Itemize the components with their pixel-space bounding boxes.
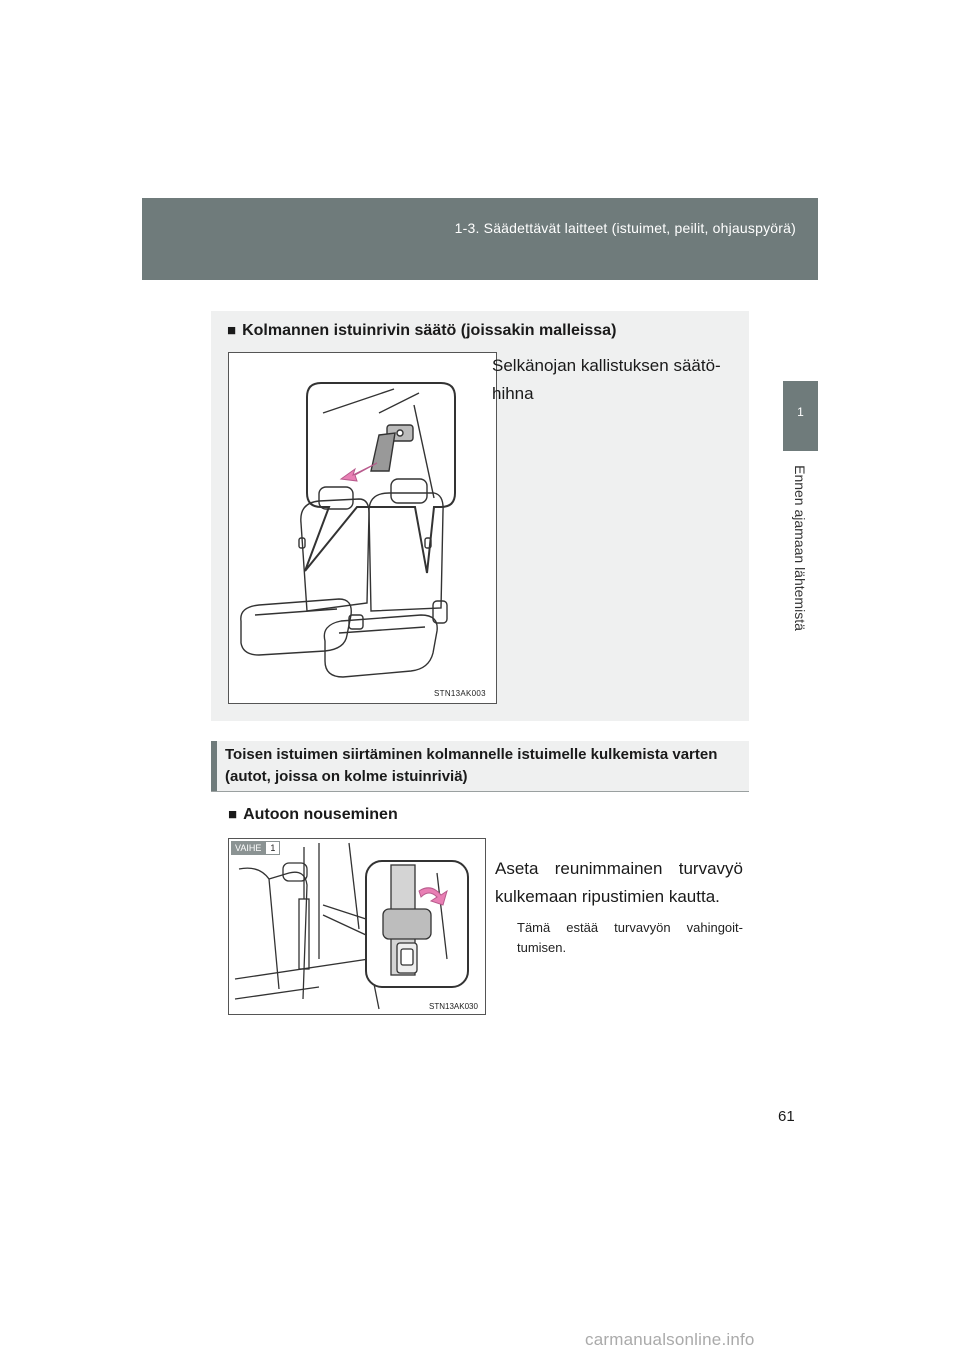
chapter-side-label: Ennen ajamaan lähtemistä	[792, 465, 808, 631]
section-title: Toisen istuimen siirtäminen kolmannelle istuimelle kulkemista varten (autot, joissa on kolme istuinriviä)	[225, 746, 718, 785]
bullet-icon: ■	[228, 806, 238, 823]
seatbelt-note: Tämä estää turvavyön vahingoit-tumisen.	[517, 920, 743, 955]
watermark: carmanualsonline.info	[585, 1330, 755, 1349]
figure-code: STN13AK030	[429, 1002, 478, 1011]
step-number: 1	[265, 841, 280, 855]
third-row-seat-illustration	[228, 352, 497, 704]
panel-heading	[227, 322, 616, 340]
entry-subheading	[228, 806, 398, 824]
step-tag	[231, 841, 280, 855]
panel-heading-text: Kolmannen istuinrivin säätö (joissakin malleissa)	[242, 322, 617, 339]
seatbelt-drawing	[229, 839, 485, 1014]
seatbelt-hook-illustration	[228, 838, 486, 1015]
seat-drawing	[229, 353, 496, 703]
third-row-panel	[211, 311, 749, 721]
section-accent	[211, 741, 217, 791]
chapter-header	[142, 198, 818, 280]
figure-code: STN13AK003	[434, 689, 486, 698]
seatbelt-caption: Aseta reunimmainen turvavyö kulkemaan ripustimien kautta.	[495, 859, 743, 906]
strap-caption: Selkänojan kallistuksen säätö-hihna	[492, 356, 721, 403]
bullet-icon: ■	[227, 322, 237, 339]
step-label: VAIHE	[231, 841, 265, 855]
page-number: 61	[778, 1108, 795, 1125]
entry-subheading-text: Autoon nouseminen	[243, 806, 398, 823]
section-heading-bar	[211, 741, 749, 792]
chapter-tab	[783, 381, 818, 451]
chapter-number: 1	[797, 405, 804, 419]
chapter-title: 1-3. Säädettävät laitteet (istuimet, peilit, ohjauspyörä)	[454, 220, 796, 236]
